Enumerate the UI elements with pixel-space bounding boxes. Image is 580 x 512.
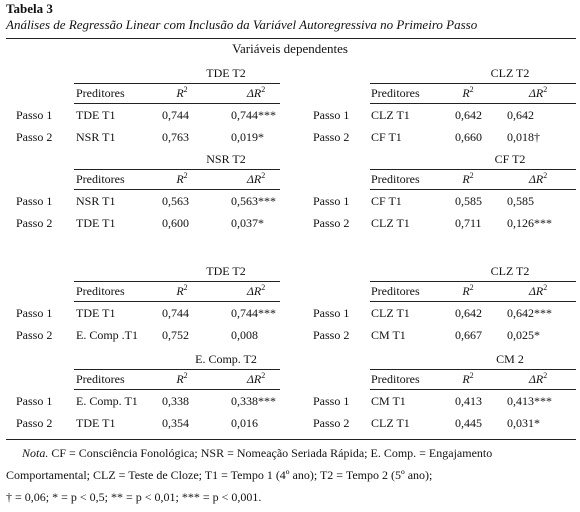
delta-r-squared-header-exponent: 2 (543, 371, 548, 380)
delta-r-squared-cell: 0,016 (231, 416, 258, 430)
step-label: Passo 1 (313, 108, 350, 122)
dv-rule (370, 83, 576, 84)
step-label: Passo 1 (313, 194, 350, 208)
dv-rule (74, 83, 280, 84)
predictor-cell: CLZ T1 (371, 306, 410, 320)
step-label: Passo 2 (16, 416, 53, 430)
r-squared-header-exponent: 2 (183, 171, 188, 180)
predictor-cell: CF T1 (371, 130, 402, 144)
delta-r-squared-header-exponent: 2 (261, 371, 266, 380)
step-label: Passo 1 (16, 194, 53, 208)
delta-r-squared-header-symbol: ΔR (528, 372, 544, 386)
delta-r-squared-header (247, 284, 265, 298)
r-squared-header-exponent: 2 (469, 371, 474, 380)
header-rule (370, 189, 576, 190)
r-squared-cell: 0,563 (162, 194, 189, 208)
delta-r-squared-header-symbol: ΔR (246, 284, 262, 298)
delta-r-squared-header (529, 172, 547, 186)
r-squared-header-exponent: 2 (183, 283, 188, 292)
predictor-cell: CLZ T1 (371, 216, 410, 230)
r-squared-header-symbol: R (462, 372, 470, 386)
delta-r-squared-header (529, 86, 547, 100)
predictor-cell: E. Comp. T1 (76, 394, 138, 408)
predictors-header: Preditores (76, 372, 125, 386)
table-caption-number: Tabela 3 (6, 1, 53, 16)
r-squared-cell: 0,585 (455, 194, 482, 208)
dv-rule (370, 281, 576, 282)
top-rule (6, 38, 576, 39)
delta-r-squared-header (247, 172, 265, 186)
delta-r-squared-cell: 0,413*** (507, 394, 552, 408)
header-rule (370, 389, 576, 390)
predictor-cell: TDE T1 (76, 416, 116, 430)
predictor-cell: E. Comp .T1 (76, 328, 138, 342)
predictors-header: Preditores (371, 172, 420, 186)
predictor-cell: CLZ T1 (371, 416, 410, 430)
r-squared-header-symbol: R (176, 284, 184, 298)
r-squared-header-symbol: R (176, 86, 184, 100)
step-label: Passo 2 (16, 216, 53, 230)
step-label: Passo 2 (16, 328, 53, 342)
delta-r-squared-cell: 0,037* (231, 216, 264, 230)
note-line-1: CF = Consciência Fonológica; NSR = Nomeação Seriada Rápida; E. Comp. = Engajamento (48, 446, 493, 460)
step-label: Passo 1 (16, 306, 53, 320)
dependents-header: Variáveis dependentes (232, 41, 348, 56)
step-label: Passo 1 (16, 108, 53, 122)
r-squared-cell: 0,354 (162, 416, 189, 430)
header-rule (370, 103, 576, 104)
delta-r-squared-header-exponent: 2 (261, 85, 266, 94)
note-line-3: † = 0,06; * = p < 0,5; ** = p < 0,01; *** = p < 0,001. (6, 490, 262, 504)
r-squared-header-symbol: R (176, 372, 184, 386)
r-squared-header (176, 284, 187, 298)
r-squared-header (462, 86, 473, 100)
delta-r-squared-header-symbol: ΔR (246, 372, 262, 386)
step-label: Passo 2 (313, 130, 350, 144)
delta-r-squared-header-symbol: ΔR (246, 86, 262, 100)
predictor-cell: NSR T1 (76, 130, 116, 144)
r-squared-header (176, 372, 187, 386)
delta-r-squared-header-exponent: 2 (543, 85, 548, 94)
dependent-variable-title: NSR T2 (206, 152, 246, 166)
dependent-variable-title: CF T2 (494, 152, 526, 166)
dv-rule (74, 169, 280, 170)
predictor-cell: TDE T1 (76, 108, 116, 122)
bottom-rule (6, 439, 576, 440)
dependent-variable-title: CLZ T2 (490, 264, 530, 278)
dependent-variable-title: TDE T2 (206, 66, 246, 80)
header-rule (370, 301, 576, 302)
dependent-variable-title: TDE T2 (206, 264, 246, 278)
delta-r-squared-header (247, 86, 265, 100)
r-squared-cell: 0,711 (455, 216, 482, 230)
delta-r-squared-header-exponent: 2 (261, 171, 266, 180)
r-squared-cell: 0,600 (162, 216, 189, 230)
dependent-variable-title: E. Comp. T2 (195, 352, 257, 366)
delta-r-squared-cell: 0,126*** (507, 216, 552, 230)
delta-r-squared-header-symbol: ΔR (528, 172, 544, 186)
step-label: Passo 2 (313, 216, 350, 230)
r-squared-cell: 0,642 (455, 306, 482, 320)
r-squared-cell: 0,642 (455, 108, 482, 122)
delta-r-squared-cell: 0,018† (507, 130, 540, 144)
r-squared-header (462, 372, 473, 386)
delta-r-squared-header-exponent: 2 (543, 283, 548, 292)
delta-r-squared-header-symbol: ΔR (528, 86, 544, 100)
header-rule (74, 103, 280, 104)
predictor-cell: TDE T1 (76, 306, 116, 320)
predictors-header: Preditores (371, 284, 420, 298)
r-squared-cell: 0,752 (162, 328, 189, 342)
predictor-cell: NSR T1 (76, 194, 116, 208)
r-squared-cell: 0,413 (455, 394, 482, 408)
r-squared-header-symbol: R (462, 172, 470, 186)
r-squared-header (462, 172, 473, 186)
dependent-variable-title: CLZ T2 (490, 66, 530, 80)
r-squared-cell: 0,667 (455, 328, 482, 342)
dependent-variable-title: CM 2 (496, 352, 524, 366)
r-squared-cell: 0,744 (162, 306, 189, 320)
step-label: Passo 2 (313, 328, 350, 342)
delta-r-squared-header (247, 372, 265, 386)
predictor-cell: CF T1 (371, 194, 402, 208)
step-label: Passo 1 (313, 306, 350, 320)
delta-r-squared-header (529, 372, 547, 386)
delta-r-squared-cell: 0,031* (507, 416, 540, 430)
header-rule (74, 389, 280, 390)
r-squared-cell: 0,660 (455, 130, 482, 144)
predictor-cell: CLZ T1 (371, 108, 410, 122)
dv-rule (370, 369, 576, 370)
delta-r-squared-cell: 0,585 (507, 194, 534, 208)
r-squared-cell: 0,445 (455, 416, 482, 430)
r-squared-header-symbol: R (176, 172, 184, 186)
delta-r-squared-cell: 0,563*** (231, 194, 276, 208)
r-squared-header-symbol: R (462, 284, 470, 298)
step-label: Passo 2 (313, 416, 350, 430)
r-squared-header (176, 86, 187, 100)
r-squared-header-exponent: 2 (469, 283, 474, 292)
delta-r-squared-header (529, 284, 547, 298)
delta-r-squared-header-symbol: ΔR (528, 284, 544, 298)
r-squared-header (176, 172, 187, 186)
r-squared-header-exponent: 2 (183, 85, 188, 94)
step-label: Passo 2 (16, 130, 53, 144)
delta-r-squared-cell: 0,744*** (231, 108, 276, 122)
header-rule (74, 301, 280, 302)
r-squared-header (462, 284, 473, 298)
note-line-2: Comportamental; CLZ = Teste de Cloze; T1 = Tempo 1 (4º ano); T2 = Tempo 2 (5º ano); (6, 468, 433, 482)
r-squared-header-exponent: 2 (469, 85, 474, 94)
table-caption-title: Análises de Regressão Linear com Inclusão da Variável Autoregressiva no Primeiro Passo (6, 17, 478, 32)
delta-r-squared-header-exponent: 2 (261, 283, 266, 292)
dv-rule (370, 169, 576, 170)
r-squared-header-exponent: 2 (183, 371, 188, 380)
step-label: Passo 1 (16, 394, 53, 408)
dv-rule (74, 369, 280, 370)
predictors-header: Preditores (76, 86, 125, 100)
delta-r-squared-cell: 0,338*** (231, 394, 276, 408)
delta-r-squared-header-symbol: ΔR (246, 172, 262, 186)
r-squared-cell: 0,744 (162, 108, 189, 122)
r-squared-header-exponent: 2 (469, 171, 474, 180)
delta-r-squared-cell: 0,008 (231, 328, 258, 342)
delta-r-squared-cell: 0,642 (507, 108, 534, 122)
predictors-header: Preditores (371, 86, 420, 100)
predictors-header: Preditores (371, 372, 420, 386)
step-label: Passo 1 (313, 394, 350, 408)
r-squared-cell: 0,763 (162, 130, 189, 144)
delta-r-squared-cell: 0,025* (507, 328, 540, 342)
delta-r-squared-cell: 0,642*** (507, 306, 552, 320)
predictor-cell: TDE T1 (76, 216, 116, 230)
delta-r-squared-cell: 0,019* (231, 130, 264, 144)
header-rule (74, 189, 280, 190)
predictors-header: Preditores (76, 284, 125, 298)
predictor-cell: CM T1 (371, 328, 406, 342)
delta-r-squared-header-exponent: 2 (543, 171, 548, 180)
r-squared-header-symbol: R (462, 86, 470, 100)
predictors-header: Preditores (76, 172, 125, 186)
r-squared-cell: 0,338 (162, 394, 189, 408)
dv-rule (74, 281, 280, 282)
delta-r-squared-cell: 0,744*** (231, 306, 276, 320)
note-label: Nota. (22, 446, 49, 460)
predictor-cell: CM T1 (371, 394, 406, 408)
